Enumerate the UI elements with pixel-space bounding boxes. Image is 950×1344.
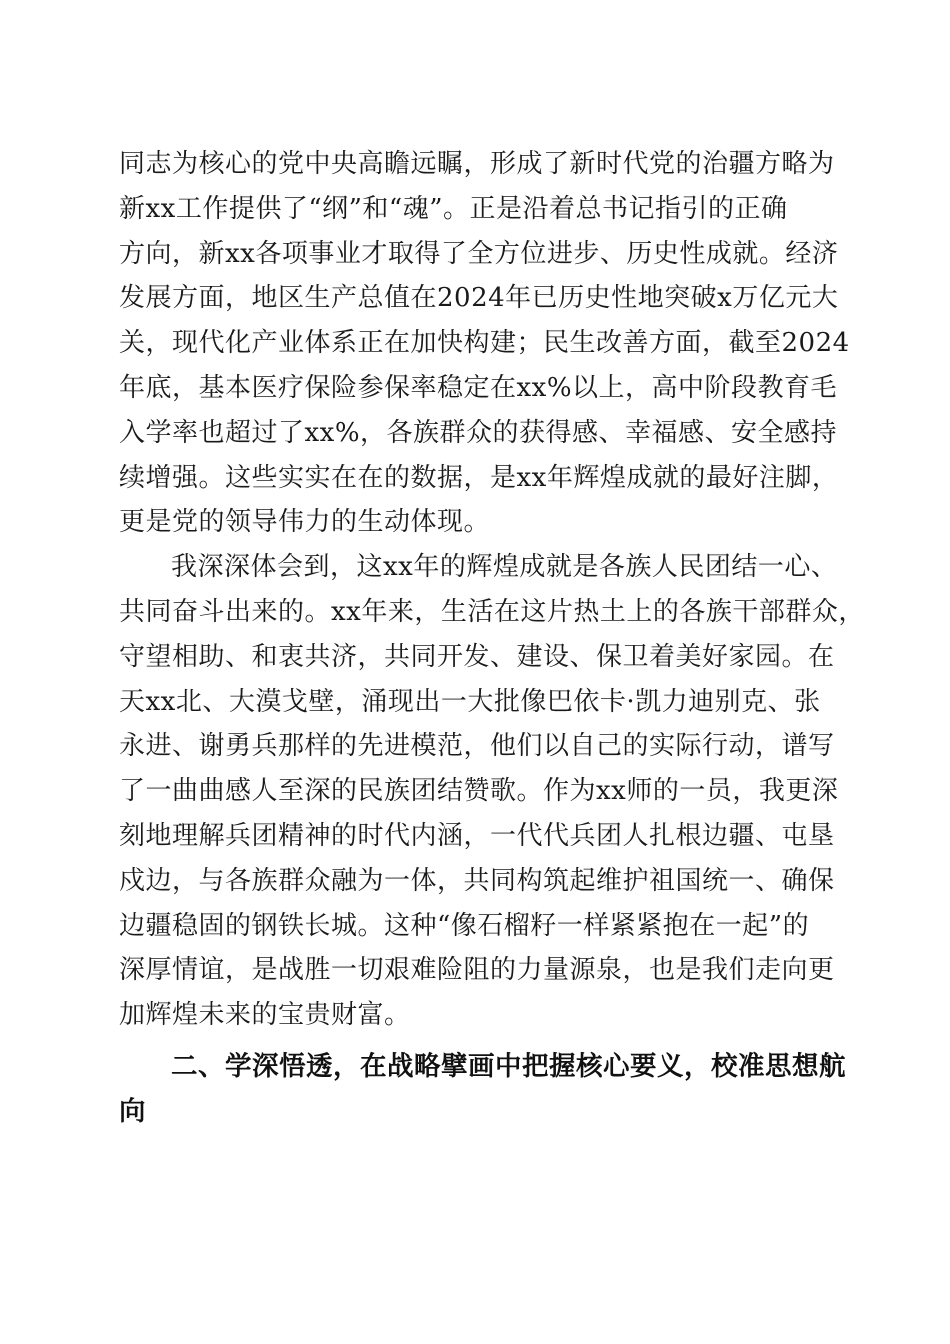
heading-line: 二、学深悟透，在战略擘画中把握核心要义，校准思想航 (171, 1050, 846, 1082)
text-line: 发展方面，地区生产总值在2024年已历史性地突破x万亿元大 (119, 283, 839, 314)
text-line: 加辉煌未来的宝贵财富。 (119, 1000, 411, 1031)
section-heading (119, 1044, 846, 1134)
text-line: 戍边，与各族群众融为一体，共同构筑起维护祖国统一、确保 (119, 865, 835, 896)
text-line: 了一曲曲感人至深的民族团结赞歌。作为xx师的一员，我更深 (119, 776, 839, 807)
text-line: 我深深体会到，这xx年的辉煌成就是各族人民团结一心、 (171, 552, 838, 583)
text-line: 新xx工作提供了“纲”和“魂”。正是沿着总书记指引的正确 (119, 193, 788, 224)
paragraph-unity (119, 545, 865, 1038)
text-line: 更是党的领导伟力的生动体现。 (119, 507, 491, 538)
text-line: 边疆稳固的钢铁长城。这种“像石榴籽一样紧紧抱在一起”的 (119, 910, 810, 941)
document-body (119, 142, 865, 1134)
text-line: 天xx北、大漠戈壁，涌现出一大批像巴依卡·凯力迪别克、张 (119, 686, 821, 717)
text-line: 深厚情谊，是战胜一切艰难险阻的力量源泉，也是我们走向更 (119, 955, 835, 986)
text-line: 方向，新xx各项事业才取得了全方位进步、历史性成就。经济 (119, 238, 839, 269)
text-line: 入学率也超过了xx%，各族群众的获得感、幸福感、安全感持 (119, 417, 838, 448)
text-line: 年底，基本医疗保险参保率稳定在xx%以上，高中阶段教育毛 (119, 372, 838, 403)
text-line: 永进、谢勇兵那样的先进模范，他们以自己的实际行动，谱写 (119, 731, 835, 762)
paragraph-achievements (119, 142, 850, 545)
heading-line: 向 (119, 1095, 146, 1127)
text-line: 关，现代化产业体系正在加快构建；民生改善方面，截至2024 (119, 328, 850, 359)
text-line: 守望相助、和衷共济，共同开发、建设、保卫着美好家园。在 (119, 641, 835, 672)
text-line: 刻地理解兵团精神的时代内涵，一代代兵团人扎根边疆、屯垦 (119, 820, 835, 851)
text-line: 续增强。这些实实在在的数据，是xx年辉煌成就的最好注脚， (119, 462, 839, 493)
text-line: 共同奋斗出来的。xx年来，生活在这片热土上的各族干部群众， (119, 596, 865, 627)
text-line: 同志为核心的党中央高瞻远瞩，形成了新时代党的治疆方略为 (119, 149, 835, 179)
